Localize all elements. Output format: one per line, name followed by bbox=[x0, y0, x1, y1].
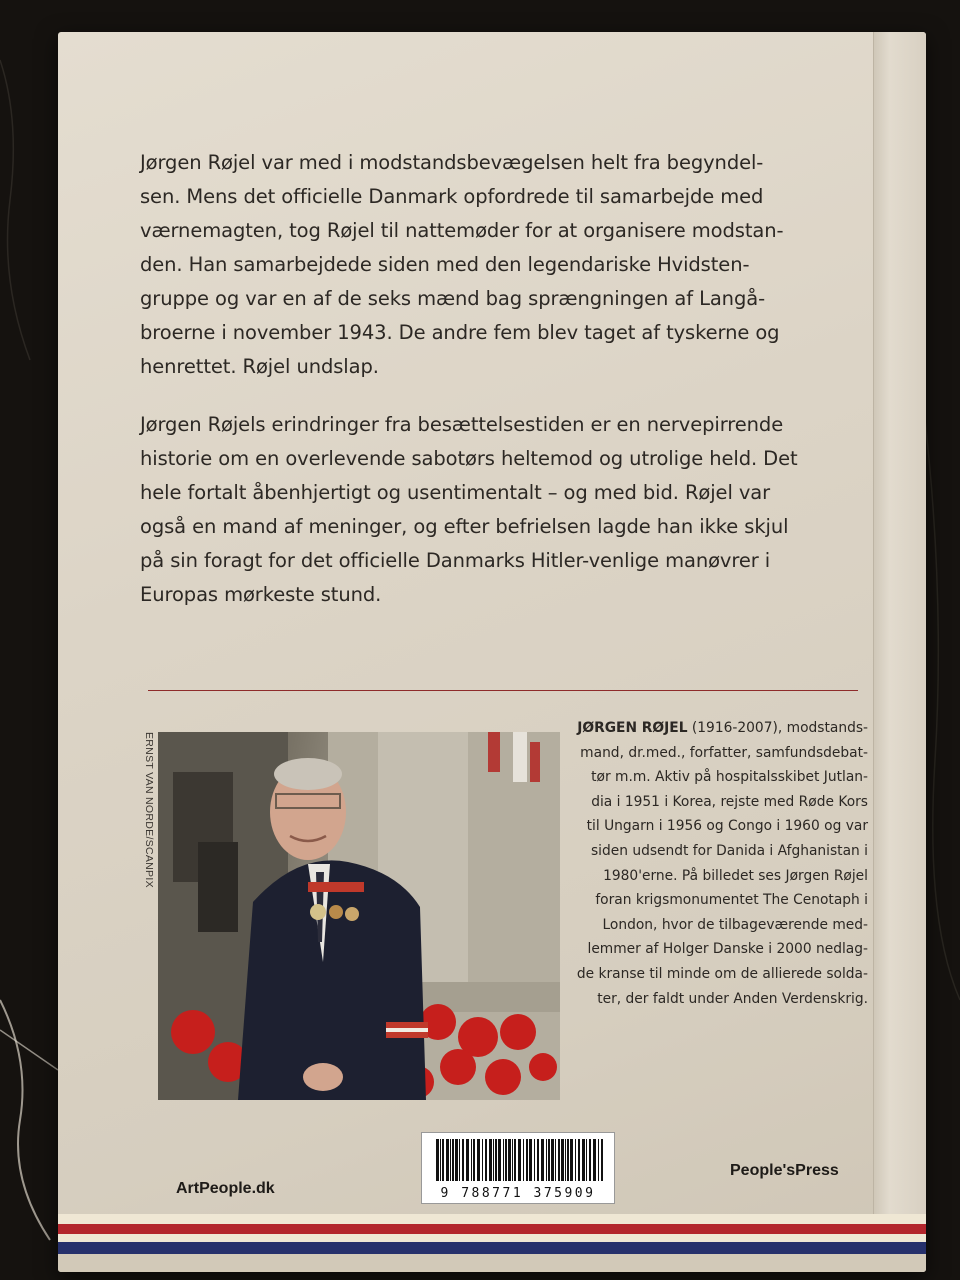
isbn-number: 9 788771 375909 bbox=[440, 1186, 596, 1201]
barcode-bar bbox=[555, 1139, 556, 1181]
author-bio: JØRGEN RØJEL (1916-2007), modstands- mand, dr.med., forfatter, samfundsdebat- tør m.m. Aktiv på hospitalsskibet Jutlan- dia i 1951 i Korea, rejste med Røde Kors til Ungarn i 1956 og Congo i 1960 og var siden udsendt for Danida i Afghanistan i 1980'erne. På billedet ses Jørgen Røjel foran krigsmonumentet The Cenotaph i London, hvor de tilbageværende med- lemmer af Holger Danske i 2000 nedlag- de kranse til minde om de allierede solda- ter, der faldt under Anden Verdenskrig. bbox=[576, 720, 868, 1007]
barcode-bar bbox=[537, 1139, 539, 1181]
barcode-bar bbox=[473, 1139, 475, 1181]
barcode-bar bbox=[508, 1139, 511, 1181]
author-name: JØRGEN RØJEL bbox=[577, 720, 688, 736]
barcode-bar bbox=[570, 1139, 573, 1181]
barcode-bar bbox=[482, 1139, 483, 1181]
portrait-photo bbox=[158, 732, 560, 1100]
barcode-bar bbox=[589, 1139, 591, 1181]
barcode-bar bbox=[523, 1139, 524, 1181]
barcode-bar bbox=[436, 1139, 439, 1181]
barcode-bar bbox=[575, 1139, 576, 1181]
barcode-bar bbox=[561, 1139, 564, 1181]
barcode-bar bbox=[551, 1139, 554, 1181]
barcode-bar bbox=[485, 1139, 487, 1181]
barcode-bar bbox=[526, 1139, 528, 1181]
publisher-artpeople: ArtPeople.dk bbox=[176, 1180, 275, 1197]
barcode-bar bbox=[446, 1139, 449, 1181]
barcode-bar bbox=[512, 1139, 513, 1181]
barcode-bar bbox=[546, 1139, 547, 1181]
barcode-bar bbox=[493, 1139, 494, 1181]
barcode-bar bbox=[601, 1139, 603, 1181]
barcode-bar bbox=[477, 1139, 480, 1181]
book-back-cover bbox=[58, 32, 926, 1272]
stripe-cream bbox=[58, 1234, 926, 1242]
stripe-blue bbox=[58, 1242, 926, 1254]
barcode-bar bbox=[503, 1139, 504, 1181]
barcode-bar bbox=[452, 1139, 454, 1181]
portrait-illustration bbox=[158, 732, 560, 1100]
stripe-cream-top bbox=[58, 1214, 926, 1224]
barcode-bar bbox=[593, 1139, 596, 1181]
barcode-bars bbox=[422, 1133, 614, 1185]
barcode-bar bbox=[514, 1139, 516, 1181]
blurb-paragraph-2: Jørgen Røjels erindringer fra besættelsestiden er en nervepirrende historie om en overlevende sabotørs heltemod og utrolige held. Det hele fortalt åbenhjertigt og usentimentalt – og med bid. Røjel var også en mand af meninger, og efter befrielsen lagde han ikke skjul på sin foragt for det officielle Danmarks Hitler-venlige manøvrer i Europas mørkeste stund. bbox=[140, 413, 798, 606]
barcode-bar bbox=[529, 1139, 532, 1181]
barcode-bar bbox=[565, 1139, 566, 1181]
barcode-bar bbox=[489, 1139, 492, 1181]
publisher-peoplespress: People'sPress bbox=[730, 1162, 839, 1179]
barcode-bar bbox=[582, 1139, 585, 1181]
stripe-red bbox=[58, 1224, 926, 1234]
divider-rule bbox=[148, 690, 858, 691]
book-spine bbox=[873, 32, 926, 1272]
barcode-bar bbox=[498, 1139, 501, 1181]
barcode-bar bbox=[558, 1139, 560, 1181]
barcode-bar bbox=[466, 1139, 469, 1181]
barcode-bar bbox=[462, 1139, 464, 1181]
barcode-bar bbox=[541, 1139, 544, 1181]
barcode-bar bbox=[459, 1139, 460, 1181]
barcode-bar bbox=[548, 1139, 550, 1181]
barcode-bar bbox=[471, 1139, 472, 1181]
blurb-paragraph-1: Jørgen Røjel var med i modstandsbevægelsen helt fra begyndel- sen. Mens det officielle Danmark opfordrede til samarbejde med værnemagten, tog Røjel til nattemøder for at organisere modstan- den. Han samarbejdede siden med den legendariske Hvidsten- gruppe og var en af de seks mænd bag sprængningen af Langå- broerne i november 1943. De andre fem blev taget af tyskerne og henrettet. Røjel undslap. bbox=[140, 151, 784, 378]
barcode-bar bbox=[534, 1139, 535, 1181]
barcode-bar bbox=[567, 1139, 569, 1181]
barcode-bar bbox=[505, 1139, 507, 1181]
barcode-bar bbox=[455, 1139, 458, 1181]
barcode-bar bbox=[450, 1139, 451, 1181]
barcode-bar bbox=[598, 1139, 599, 1181]
barcode-bar bbox=[586, 1139, 587, 1181]
barcode-bar bbox=[495, 1139, 497, 1181]
barcode-bar bbox=[442, 1139, 444, 1181]
isbn-barcode bbox=[421, 1132, 615, 1204]
stripe-bottom bbox=[58, 1254, 926, 1272]
barcode-bar bbox=[578, 1139, 580, 1181]
barcode-bar bbox=[440, 1139, 441, 1181]
photo-credit: ERNST VAN NORDE/SCANPIX bbox=[143, 732, 155, 888]
barcode-bar bbox=[518, 1139, 521, 1181]
